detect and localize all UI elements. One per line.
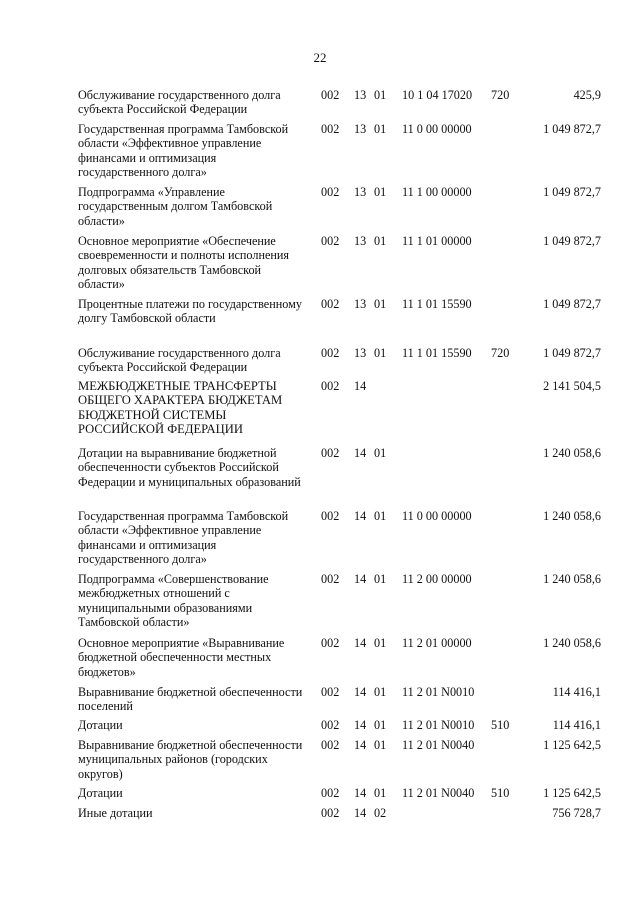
row-name: Выравнивание бюджетной обеспеченности муниципальных районов (городских округов) bbox=[78, 738, 303, 781]
row-name: Подпрограмма «Управление государственным долгом Тамбовской области» bbox=[78, 185, 273, 228]
row-csr: 11 0 00 00000 bbox=[402, 509, 472, 523]
row-rz: 14 bbox=[354, 379, 367, 393]
row-name: Обслуживание государственного долга субъекта Российской Федерации bbox=[78, 346, 281, 375]
row-name: Обслуживание государственного долга субъекта Российской Федерации bbox=[78, 88, 281, 117]
row-pr: 01 bbox=[374, 572, 387, 586]
row-rz: 14 bbox=[354, 509, 367, 523]
row-ved: 002 bbox=[321, 786, 340, 800]
row-csr: 11 1 01 15590 bbox=[402, 346, 472, 360]
row-sum: 1 240 058,6 bbox=[543, 636, 601, 650]
row-vr: 510 bbox=[491, 786, 510, 800]
row-ved: 002 bbox=[321, 297, 340, 311]
row-sum: 114 416,1 bbox=[552, 685, 601, 699]
row-sum: 1 049 872,7 bbox=[543, 297, 601, 311]
row-name: Государственная программа Тамбовской области «Эффективное управление финансами и оптимизация государственного долга» bbox=[78, 509, 289, 567]
row-rz: 13 bbox=[354, 122, 367, 136]
row-pr: 01 bbox=[374, 297, 387, 311]
row-sum: 425,9 bbox=[573, 88, 601, 102]
row-rz: 13 bbox=[354, 297, 367, 311]
row-rz: 14 bbox=[354, 636, 367, 650]
row-pr: 01 bbox=[374, 718, 387, 732]
row-ved: 002 bbox=[321, 346, 340, 360]
row-pr: 01 bbox=[374, 88, 387, 102]
row-csr: 10 1 04 17020 bbox=[402, 88, 473, 102]
row-name: Выравнивание бюджетной обеспеченности поселений bbox=[78, 685, 303, 714]
row-pr: 01 bbox=[374, 685, 387, 699]
row-rz: 14 bbox=[354, 738, 367, 752]
row-rz: 13 bbox=[354, 185, 367, 199]
row-sum: 2 141 504,5 bbox=[543, 379, 601, 393]
row-name: Дотации bbox=[78, 718, 123, 732]
row-pr: 01 bbox=[374, 185, 387, 199]
row-pr: 01 bbox=[374, 509, 387, 523]
row-csr: 11 2 01 N0010 bbox=[402, 685, 475, 699]
row-pr: 01 bbox=[374, 346, 387, 360]
row-name: Государственная программа Тамбовской области «Эффективное управление финансами и оптимизация государственного долга» bbox=[78, 122, 289, 180]
row-ved: 002 bbox=[321, 122, 340, 136]
row-sum: 1 240 058,6 bbox=[543, 446, 601, 460]
row-rz: 14 bbox=[354, 685, 367, 699]
row-name: Подпрограмма «Совершенствование межбюджетных отношений с муниципальными образованиями Тамбовской области» bbox=[78, 572, 269, 630]
row-name: Дотации bbox=[78, 786, 123, 800]
row-rz: 14 bbox=[354, 786, 367, 800]
row-ved: 002 bbox=[321, 379, 340, 393]
row-sum: 1 049 872,7 bbox=[543, 185, 601, 199]
row-name: Процентные платежи по государственному долгу Тамбовской области bbox=[78, 297, 302, 326]
row-csr: 11 2 00 00000 bbox=[402, 572, 472, 586]
row-ved: 002 bbox=[321, 636, 340, 650]
row-rz: 14 bbox=[354, 572, 367, 586]
row-ved: 002 bbox=[321, 718, 340, 732]
row-sum: 1 049 872,7 bbox=[543, 122, 601, 136]
row-rz: 13 bbox=[354, 234, 367, 248]
row-vr: 720 bbox=[491, 88, 510, 102]
row-ved: 002 bbox=[321, 572, 340, 586]
page-number: 22 bbox=[313, 50, 327, 65]
row-sum: 1 240 058,6 bbox=[543, 572, 601, 586]
row-pr: 01 bbox=[374, 446, 387, 460]
row-ved: 002 bbox=[321, 509, 340, 523]
row-rz: 13 bbox=[354, 346, 367, 360]
row-name: МЕЖБЮДЖЕТНЫЕ ТРАНСФЕРТЫ ОБЩЕГО ХАРАКТЕРА БЮДЖЕТАМ БЮДЖЕТНОЙ СИСТЕМЫ РОССИЙСКОЙ ФЕДЕРАЦИИ bbox=[78, 379, 283, 437]
row-csr: 11 2 01 N0040 bbox=[402, 786, 475, 800]
row-rz: 13 bbox=[354, 88, 367, 102]
row-pr: 01 bbox=[374, 738, 387, 752]
row-sum: 1 049 872,7 bbox=[543, 346, 601, 360]
row-csr: 11 0 00 00000 bbox=[402, 122, 472, 136]
row-ved: 002 bbox=[321, 88, 340, 102]
row-sum: 1 125 642,5 bbox=[543, 738, 601, 752]
row-vr: 720 bbox=[491, 346, 510, 360]
row-csr: 11 2 01 N0040 bbox=[402, 738, 475, 752]
row-csr: 11 1 01 00000 bbox=[402, 234, 472, 248]
row-name: Иные дотации bbox=[78, 806, 153, 820]
row-name: Основное мероприятие «Обеспечение своевременности и полноты исполнения долговых обязательств Тамбовской области» bbox=[78, 234, 290, 292]
row-name: Основное мероприятие «Выравнивание бюджетной обеспеченности местных бюджетов» bbox=[78, 636, 285, 679]
row-pr: 01 bbox=[374, 636, 387, 650]
row-pr: 02 bbox=[374, 806, 387, 820]
row-csr: 11 2 01 N0010 bbox=[402, 718, 475, 732]
row-sum: 1 049 872,7 bbox=[543, 234, 601, 248]
row-sum: 114 416,1 bbox=[552, 718, 601, 732]
row-ved: 002 bbox=[321, 806, 340, 820]
row-rz: 14 bbox=[354, 718, 367, 732]
row-ved: 002 bbox=[321, 446, 340, 460]
row-rz: 14 bbox=[354, 446, 367, 460]
row-csr: 11 1 00 00000 bbox=[402, 185, 472, 199]
row-ved: 002 bbox=[321, 685, 340, 699]
row-ved: 002 bbox=[321, 738, 340, 752]
row-pr: 01 bbox=[374, 786, 387, 800]
row-ved: 002 bbox=[321, 234, 340, 248]
row-sum: 1 240 058,6 bbox=[543, 509, 601, 523]
row-vr: 510 bbox=[491, 718, 510, 732]
row-pr: 01 bbox=[374, 234, 387, 248]
row-ved: 002 bbox=[321, 185, 340, 199]
row-csr: 11 2 01 00000 bbox=[402, 636, 472, 650]
row-sum: 756 728,7 bbox=[552, 806, 601, 820]
row-name: Дотации на выравнивание бюджетной обеспеченности субъектов Российской Федерации и муниципальных образований bbox=[78, 446, 301, 489]
row-csr: 11 1 01 15590 bbox=[402, 297, 472, 311]
row-rz: 14 bbox=[354, 806, 367, 820]
row-pr: 01 bbox=[374, 122, 387, 136]
row-sum: 1 125 642,5 bbox=[543, 786, 601, 800]
